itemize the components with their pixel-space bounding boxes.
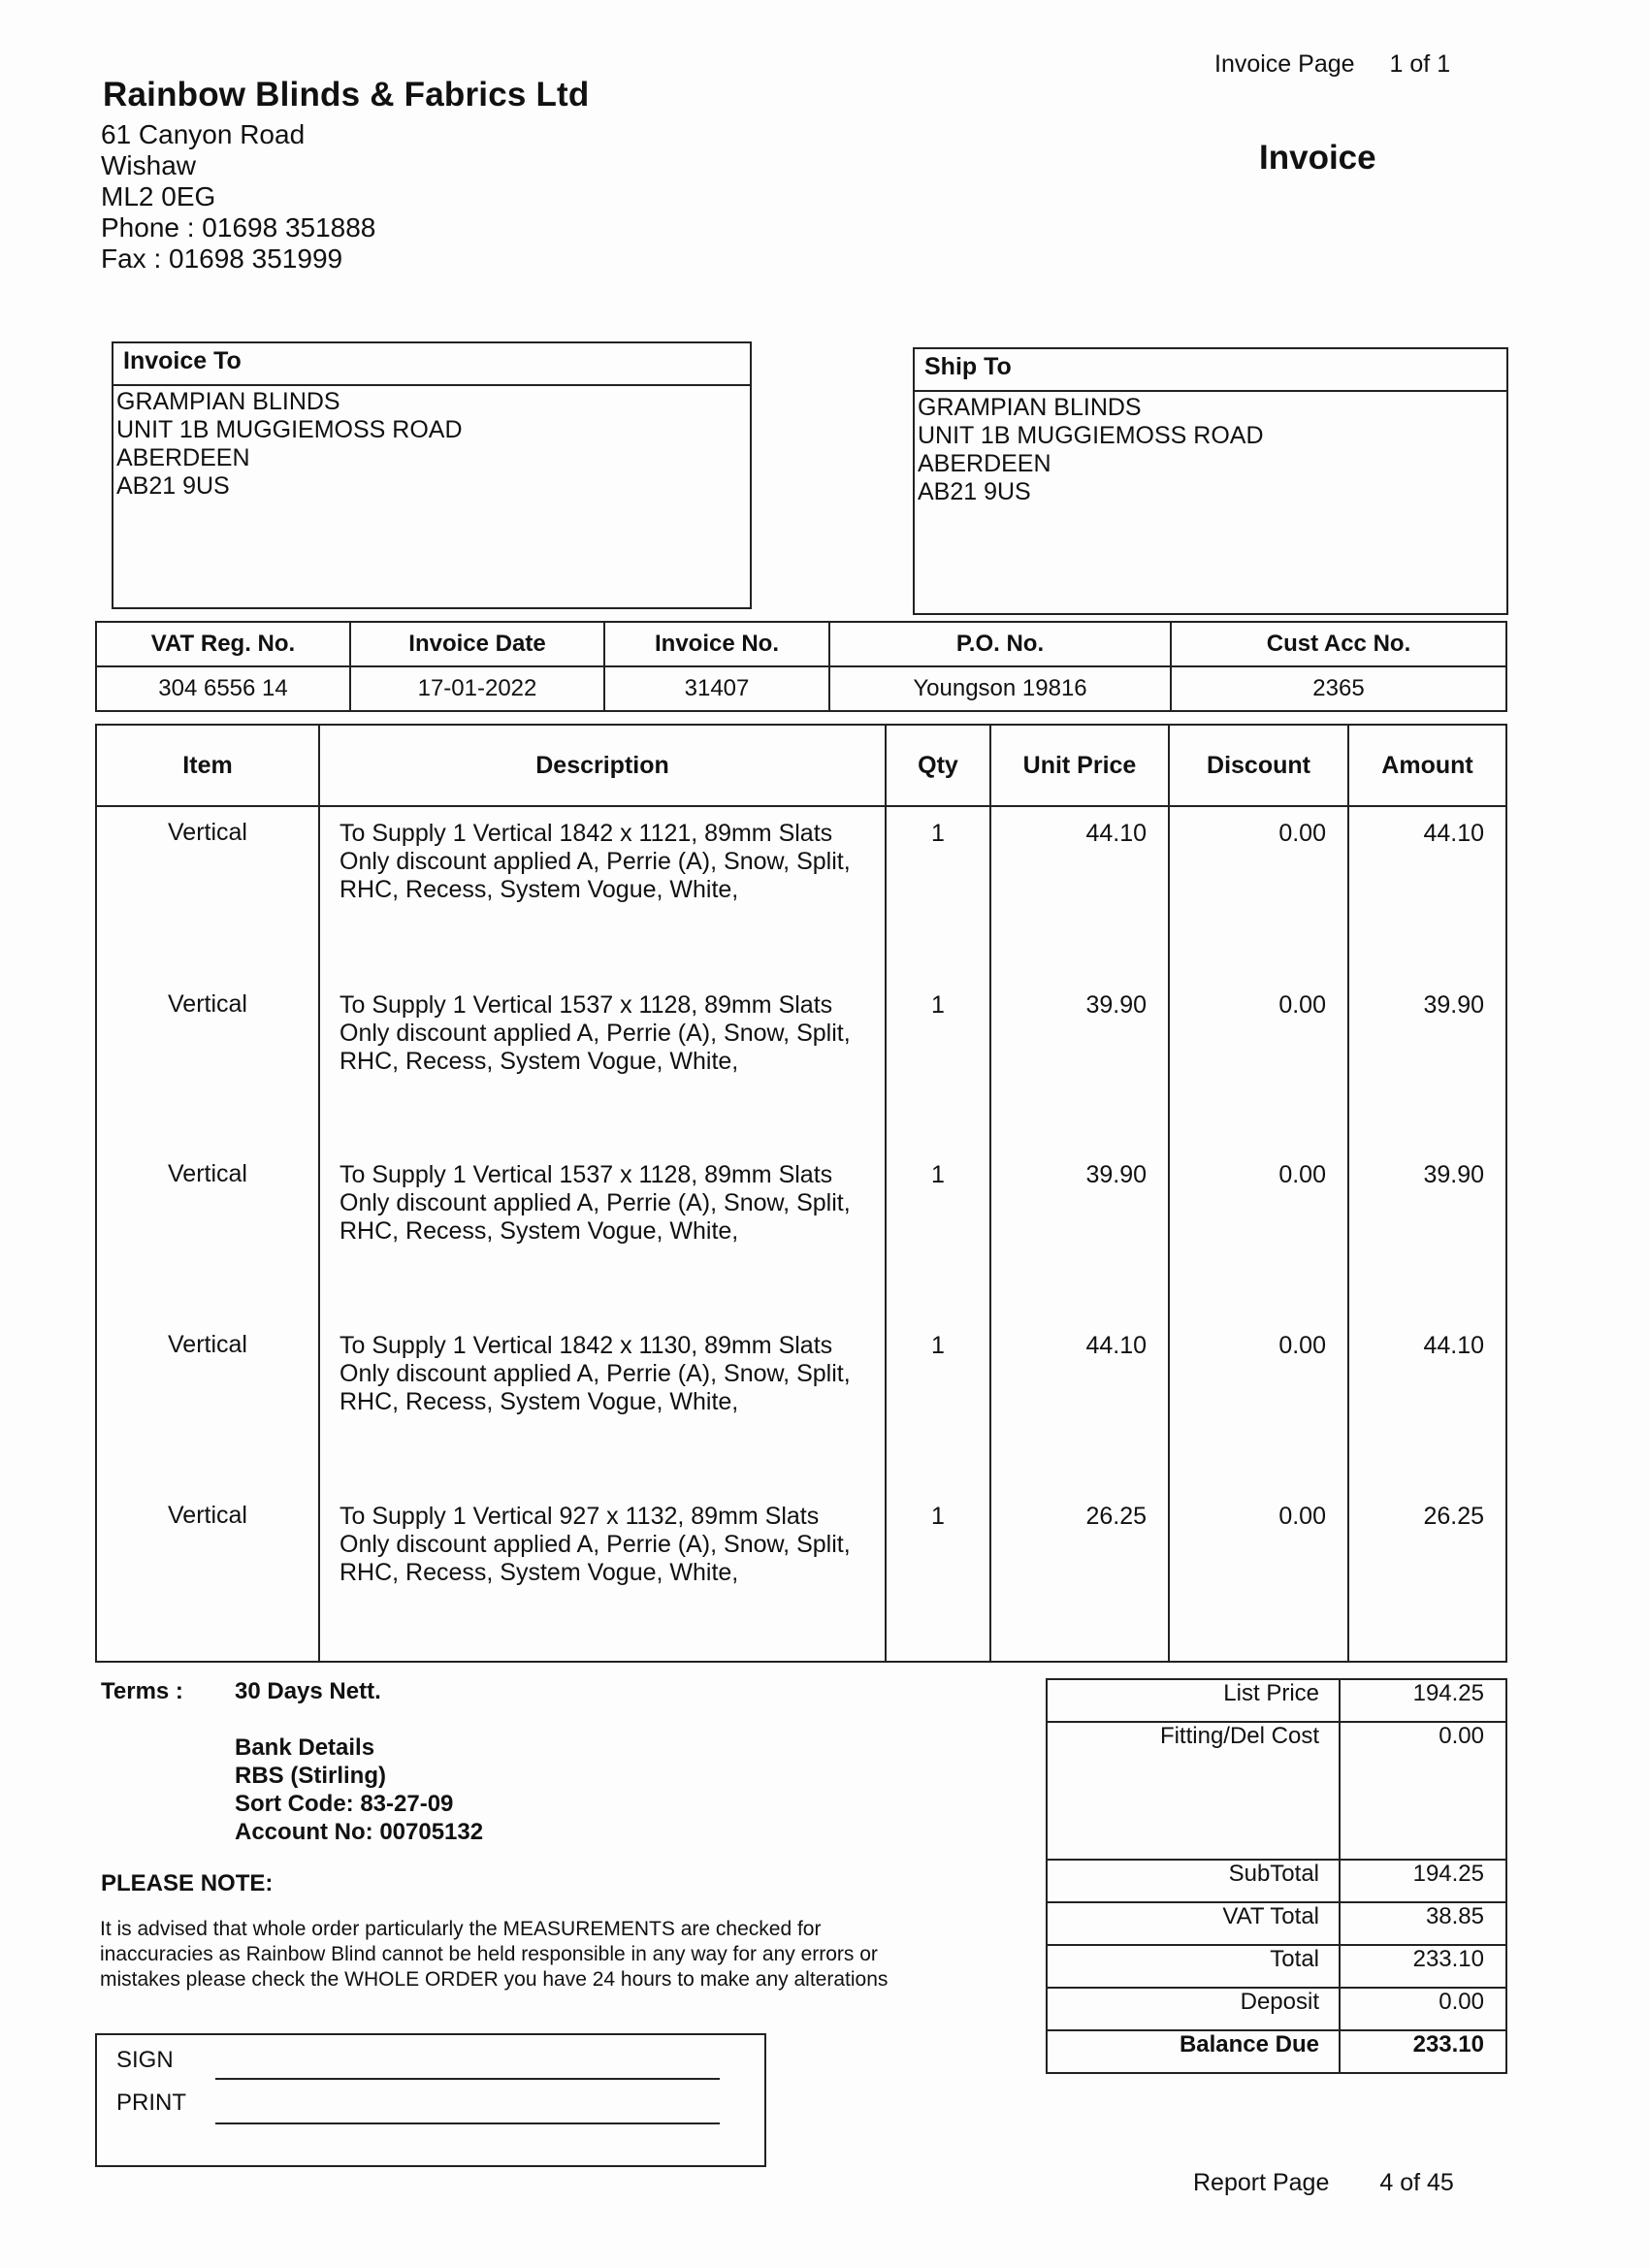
subtotal-value: 194.25 (1340, 1860, 1506, 1902)
bank-name: RBS (Stirling) (235, 1763, 386, 1789)
amount-header: Amount (1348, 725, 1506, 806)
cust-acc-header: Cust Acc No. (1171, 622, 1506, 666)
amount-cell: 26.25 (1423, 1502, 1484, 1530)
vat-reg-value: 304 6556 14 (96, 666, 350, 711)
invoice-date-value: 17-01-2022 (350, 666, 604, 711)
qty-cell: 1 (931, 1331, 945, 1359)
note-text (100, 1917, 992, 1993)
meta-header-row (96, 622, 1506, 666)
ship-to-line: GRAMPIAN BLINDS (918, 394, 1142, 421)
description-cell: To Supply 1 Vertical 1537 x 1128, 89mm Slats Only discount applied A, Perrie (A), Snow, Split, RHC, Recess, System Vogue, White, (340, 1161, 851, 1246)
item-cell: Vertical (168, 1501, 247, 1529)
invoice-page-value: 1 of 1 (1389, 50, 1451, 78)
total-value: 233.10 (1340, 1945, 1506, 1988)
note-line: inaccuracies as Rainbow Blind cannot be held responsible in any way for any errors or (100, 1943, 878, 1965)
unit-price-cell: 44.10 (1085, 1331, 1147, 1359)
item-cell: Vertical (168, 1330, 247, 1358)
discount-cell: 0.00 (1278, 1161, 1326, 1189)
invoice-to-line: AB21 9US (116, 472, 230, 500)
discount-cell: 0.00 (1278, 1502, 1326, 1530)
note-line: It is advised that whole order particularly the MEASUREMENTS are checked for (100, 1918, 822, 1940)
account-number: Account No: 00705132 (235, 1819, 484, 1845)
invoice-to-line: ABERDEEN (116, 444, 250, 471)
items-header-row (96, 725, 1506, 806)
totals-table (1046, 1678, 1507, 2074)
invoice-page-label: Invoice Page (1214, 50, 1355, 78)
sort-code: Sort Code: 83-27-09 (235, 1791, 454, 1817)
invoice-to-heading: Invoice To (113, 343, 750, 386)
deposit-value: 0.00 (1340, 1988, 1506, 2030)
report-page-value: 4 of 45 (1379, 2169, 1454, 2196)
cust-acc-value: 2365 (1171, 666, 1506, 711)
invoice-page-indicator (1214, 50, 1450, 79)
invoice-no-value: 31407 (604, 666, 829, 711)
bank-details (235, 1733, 483, 1846)
vat-reg-header: VAT Reg. No. (96, 622, 350, 666)
total-label: Total (1047, 1945, 1340, 1988)
invoice-to-box (112, 341, 752, 609)
amount-cell: 39.90 (1423, 1161, 1484, 1189)
po-no-header: P.O. No. (829, 622, 1171, 666)
unit-price-cell: 39.90 (1085, 1161, 1147, 1189)
company-phone: Phone : 01698 351888 (101, 212, 376, 243)
po-no-value: Youngson 19816 (829, 666, 1171, 711)
meta-value-row (96, 666, 1506, 711)
invoice-meta-table (95, 621, 1507, 712)
description-cell: To Supply 1 Vertical 927 x 1132, 89mm Slats Only discount applied A, Perrie (A), Snow, Split, RHC, Recess, System Vogue, White, (340, 1502, 851, 1586)
report-page-label: Report Page (1193, 2169, 1330, 2196)
invoice-to-line: GRAMPIAN BLINDS (116, 388, 340, 415)
unit-price-header: Unit Price (990, 725, 1169, 806)
ship-to-box (913, 347, 1508, 615)
list-price-label: List Price (1047, 1679, 1340, 1722)
amount-cell: 39.90 (1423, 990, 1484, 1019)
qty-cell: 1 (931, 990, 945, 1019)
sign-label: SIGN (116, 2047, 174, 2073)
description-cell: To Supply 1 Vertical 1537 x 1128, 89mm Slats Only discount applied A, Perrie (A), Snow, Split, RHC, Recess, System Vogue, White, (340, 990, 851, 1075)
description-cell: To Supply 1 Vertical 1842 x 1130, 89mm Slats Only discount applied A, Perrie (A), Snow, Split, RHC, Recess, System Vogue, White, (340, 1331, 851, 1415)
item-cell: Vertical (168, 1160, 247, 1188)
qty-cell: 1 (931, 820, 945, 848)
description-cell: To Supply 1 Vertical 1842 x 1121, 89mm Slats Only discount applied A, Perrie (A), Snow, Split, RHC, Recess, System Vogue, White, (340, 820, 851, 904)
balance-due-label: Balance Due (1047, 2030, 1340, 2073)
table-row (96, 806, 1506, 978)
description-header: Description (319, 725, 886, 806)
discount-header: Discount (1169, 725, 1348, 806)
terms-label: Terms : (101, 1678, 183, 1704)
deposit-label: Deposit (1047, 1988, 1340, 2030)
vat-total-label: VAT Total (1047, 1902, 1340, 1945)
totals-row (1047, 1722, 1506, 1860)
ship-to-line: UNIT 1B MUGGIEMOSS ROAD (918, 422, 1264, 449)
invoice-to-line: UNIT 1B MUGGIEMOSS ROAD (116, 416, 463, 443)
print-line[interactable] (215, 2122, 720, 2124)
totals-row (1047, 1988, 1506, 2030)
unit-price-cell: 39.90 (1085, 990, 1147, 1019)
company-address-line: ML2 0EG (101, 181, 216, 211)
terms-value: 30 Days Nett. (235, 1678, 381, 1704)
signature-box (95, 2033, 766, 2167)
company-fax: Fax : 01698 351999 (101, 243, 343, 274)
balance-due-value: 233.10 (1340, 2030, 1506, 2073)
company-address-line: 61 Canyon Road (101, 119, 306, 149)
ship-to-heading: Ship To (915, 349, 1506, 392)
invoice-date-header: Invoice Date (350, 622, 604, 666)
unit-price-cell: 44.10 (1085, 820, 1147, 848)
note-line: mistakes please check the WHOLE ORDER you have 24 hours to make any alterations (100, 1968, 889, 1991)
table-row (96, 1149, 1506, 1319)
document-title: Invoice (1259, 139, 1376, 177)
ship-to-line: AB21 9US (918, 478, 1031, 505)
invoice-to-address (113, 386, 750, 502)
totals-row (1047, 1945, 1506, 1988)
company-name: Rainbow Blinds & Fabrics Ltd (103, 76, 590, 113)
amount-cell: 44.10 (1423, 1331, 1484, 1359)
qty-cell: 1 (931, 1502, 945, 1530)
discount-cell: 0.00 (1278, 990, 1326, 1019)
totals-row (1047, 1679, 1506, 1722)
qty-cell: 1 (931, 1161, 945, 1189)
fitting-del-cost-value: 0.00 (1340, 1722, 1506, 1860)
item-cell: Vertical (168, 819, 247, 847)
company-address (101, 119, 375, 275)
qty-header: Qty (886, 725, 990, 806)
fitting-del-cost-label: Fitting/Del Cost (1047, 1722, 1340, 1860)
discount-cell: 0.00 (1278, 820, 1326, 848)
sign-line[interactable] (215, 2078, 720, 2080)
print-label: PRINT (116, 2090, 186, 2116)
ship-to-line: ABERDEEN (918, 450, 1051, 477)
note-heading: PLEASE NOTE: (101, 1870, 274, 1896)
invoice-no-header: Invoice No. (604, 622, 829, 666)
vat-total-value: 38.85 (1340, 1902, 1506, 1945)
list-price-value: 194.25 (1340, 1679, 1506, 1722)
item-cell: Vertical (168, 989, 247, 1018)
table-row (96, 1319, 1506, 1490)
item-header: Item (96, 725, 319, 806)
table-row (96, 979, 1506, 1150)
discount-cell: 0.00 (1278, 1331, 1326, 1359)
report-page-indicator (1193, 2169, 1454, 2197)
company-address-line: Wishaw (101, 150, 197, 180)
totals-row (1047, 1902, 1506, 1945)
ship-to-address (915, 392, 1506, 508)
table-row (96, 1490, 1506, 1662)
unit-price-cell: 26.25 (1085, 1502, 1147, 1530)
line-items-table (95, 724, 1507, 1663)
totals-row (1047, 1860, 1506, 1902)
bank-details-heading: Bank Details (235, 1734, 375, 1761)
totals-row (1047, 2030, 1506, 2073)
amount-cell: 44.10 (1423, 820, 1484, 848)
subtotal-label: SubTotal (1047, 1860, 1340, 1902)
